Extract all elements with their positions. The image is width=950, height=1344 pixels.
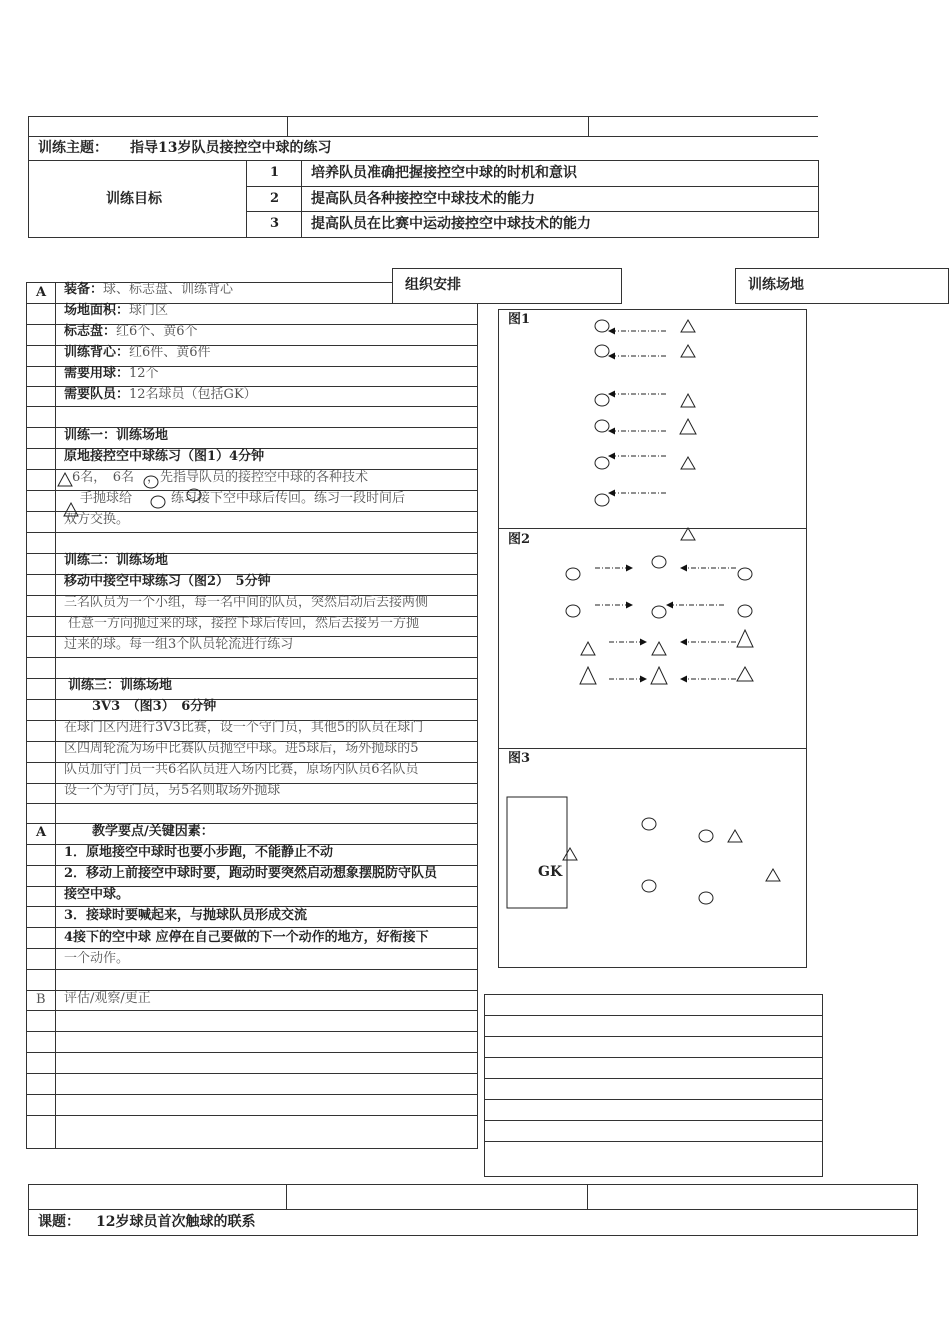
triangle-marker xyxy=(652,642,666,655)
drill2-title: 训练二：训练场地 xyxy=(64,553,169,568)
figure-2-diagram xyxy=(566,556,753,684)
bibs-label: 训练背心： xyxy=(64,345,130,360)
players-value: 12名球员（包括GK） xyxy=(129,387,257,402)
topic-value: 指导13岁队员接控空中球的练习 xyxy=(130,140,332,156)
cones-label: 标志盘： xyxy=(64,324,117,339)
area-row xyxy=(64,301,168,321)
triangle-marker xyxy=(680,419,696,434)
table-row-divider xyxy=(484,1057,823,1058)
divider xyxy=(246,186,818,187)
balls-value: 12个 xyxy=(129,366,159,381)
evaluation-title: 评估/观察/更正 xyxy=(64,991,151,1006)
triangle-marker xyxy=(58,473,72,486)
organization-header xyxy=(392,268,622,304)
table-row-divider xyxy=(26,969,478,970)
circle-marker xyxy=(699,892,713,904)
figure-3-label: 图3 xyxy=(508,751,531,766)
section-marker-a: A xyxy=(36,285,47,300)
divider xyxy=(28,136,818,137)
equipment-row xyxy=(64,280,233,300)
circle-marker xyxy=(652,606,666,618)
divider xyxy=(28,160,818,161)
circle-marker xyxy=(642,880,656,892)
players-row xyxy=(64,385,257,405)
bibs-value: 红6件、黄6件 xyxy=(129,345,211,360)
table-row-divider xyxy=(26,532,478,533)
drill3-text: 区四周轮流为场中比赛队员抛空中球。进5球后，场外抛球的5 xyxy=(64,741,419,756)
key-point: 1．原地接空中球时也要小步跑，不能静止不动 xyxy=(64,845,334,860)
triangle-marker xyxy=(737,667,753,681)
training-ground-header xyxy=(735,268,949,304)
table-row-divider xyxy=(26,1115,478,1116)
divider xyxy=(287,116,288,136)
key-point: 2．移动上前接空中球时要，跑动时要突然启动想象摆脱防守队员 xyxy=(64,866,438,881)
circle-marker xyxy=(187,489,201,501)
drill-diagrams xyxy=(498,309,807,968)
goal-text: 提高队员各种接控空中球技术的能力 xyxy=(311,191,535,207)
goal-text: 培养队员准确把握接控空中球的时机和意识 xyxy=(311,165,577,181)
circle-marker xyxy=(566,605,580,617)
triangle-marker xyxy=(737,630,753,647)
triangle-marker xyxy=(651,667,667,684)
equipment-label: 装备： xyxy=(64,282,104,297)
balls-label: 需要用球： xyxy=(64,366,130,381)
drill2-name: 移动中接空中球练习（图2） 5分钟 xyxy=(64,574,271,589)
circle-marker xyxy=(738,605,752,617)
key-points-title: 教学要点/关键因素： xyxy=(92,824,214,839)
table-row-divider xyxy=(26,1094,478,1095)
divider xyxy=(26,282,27,1148)
triangle-marker xyxy=(563,848,577,860)
divider xyxy=(28,237,818,238)
drill3-text: 队员加守门员一共6名队员进入场内比赛，原场内队员6名队员 xyxy=(64,762,419,777)
divider xyxy=(587,1184,588,1209)
triangle-marker xyxy=(64,503,78,516)
divider xyxy=(301,160,302,238)
table-row-divider xyxy=(484,1078,823,1079)
drill3-text: 在球门区内进行3V3比赛，设一个守门员，其他5的队员在球门 xyxy=(64,720,424,735)
key-point: 一个动作。 xyxy=(64,951,130,966)
cones-row xyxy=(64,322,198,342)
equipment-value: 球、标志盘、训练背心 xyxy=(103,282,234,297)
drill2-text: 任意一方向抛过来的球，接控下球后传回，然后去接另一方抛 xyxy=(68,616,420,631)
divider xyxy=(28,116,818,117)
bibs-row xyxy=(64,343,211,363)
triangle-marker xyxy=(681,528,695,540)
goal-number: 1 xyxy=(270,165,280,180)
drill1-title: 训练一：训练场地 xyxy=(64,428,169,443)
circle-marker xyxy=(642,818,656,830)
drill1-name: 原地接控空中球练习（图1）4分钟 xyxy=(64,449,265,464)
drill1-text: 6名， 6名 ，先指导队员的接控空中球的各种技术 xyxy=(72,470,369,485)
section-marker-b: B xyxy=(36,992,46,1007)
figure-3-diagram xyxy=(507,797,780,908)
table-row-divider xyxy=(484,1036,823,1037)
divider xyxy=(477,304,478,1148)
table-row-divider xyxy=(26,1031,478,1032)
divider xyxy=(246,160,247,238)
triangle-marker xyxy=(580,667,596,684)
circle-marker xyxy=(595,345,609,357)
triangle-marker xyxy=(581,642,595,655)
circle-marker xyxy=(566,568,580,580)
figure-2-label: 图2 xyxy=(508,532,531,547)
course-value: 12岁球员首次触球的联系 xyxy=(96,1214,256,1230)
circle-marker xyxy=(595,494,609,506)
key-point: 3．接球时要喊起来，与抛球队员形成交流 xyxy=(64,908,308,923)
figure-1-label: 图1 xyxy=(508,312,531,327)
area-label: 场地面积： xyxy=(64,303,130,318)
goalkeeper-label: GK xyxy=(538,864,563,880)
triangle-marker xyxy=(681,394,695,407)
training-ground-title: 训练场地 xyxy=(748,277,804,293)
players-label: 需要队员： xyxy=(64,387,130,402)
section-marker-a: A xyxy=(36,825,47,840)
triangle-marker xyxy=(681,320,695,332)
circle-marker xyxy=(151,496,165,508)
table-row-divider xyxy=(484,1141,823,1142)
divider xyxy=(26,1148,478,1149)
goal-number: 2 xyxy=(270,191,280,206)
drill3-name: 3V3 （图3） 6分钟 xyxy=(92,699,217,714)
table-row-divider xyxy=(26,1010,478,1011)
divider xyxy=(28,116,29,238)
triangle-marker xyxy=(681,457,695,469)
table-row-divider xyxy=(26,657,478,658)
topic-label: 训练主题： xyxy=(38,140,108,156)
divider xyxy=(588,116,589,136)
circle-marker xyxy=(699,830,713,842)
goal-text: 提高队员在比赛中运动接控空中球技术的能力 xyxy=(311,216,591,232)
table-row-divider xyxy=(26,1052,478,1053)
drill2-text: 过来的球。每一组3个队员轮流进行练习 xyxy=(64,637,294,652)
cones-value: 红6个、黄6个 xyxy=(116,324,198,339)
table-row-divider xyxy=(26,803,478,804)
area-value: 球门区 xyxy=(129,303,169,318)
divider xyxy=(55,282,56,1148)
circle-marker xyxy=(595,320,609,332)
evaluation-table xyxy=(484,994,823,1177)
goal-area xyxy=(507,797,567,908)
triangle-marker xyxy=(766,869,780,881)
drill3-title: 训练三：训练场地 xyxy=(68,678,173,693)
goals-label: 训练目标 xyxy=(106,191,162,207)
divider xyxy=(286,1184,287,1209)
table-row-divider xyxy=(484,1099,823,1100)
circle-marker xyxy=(595,394,609,406)
circle-marker xyxy=(144,476,158,488)
table-row-divider xyxy=(484,1015,823,1016)
drill3-text: 设一个为守门员，另5名则取场外抛球 xyxy=(64,783,281,798)
table-row-divider xyxy=(484,1120,823,1121)
table-row-divider xyxy=(26,406,478,407)
circle-marker xyxy=(652,556,666,568)
circle-marker xyxy=(738,568,752,580)
inline-markers xyxy=(56,470,216,520)
key-point: 4接下的空中球 应停在自己要做的下一个动作的地方，好衔接下 xyxy=(64,930,429,945)
key-point: 接空中球。 xyxy=(64,887,130,902)
triangle-marker xyxy=(681,345,695,357)
course-label: 课题： xyxy=(38,1214,80,1230)
divider xyxy=(818,160,819,238)
balls-row xyxy=(64,364,159,384)
organization-title: 组织安排 xyxy=(405,277,461,293)
circle-marker xyxy=(595,457,609,469)
divider xyxy=(28,1209,918,1210)
goal-number: 3 xyxy=(270,216,280,231)
drill1-text: 双方交换。 xyxy=(64,512,130,527)
divider xyxy=(246,211,818,212)
figure-1-diagram xyxy=(595,320,696,540)
triangle-marker xyxy=(728,830,742,842)
drill2-text: 三名队员为一个小组，每一名中间的队员，突然启动后去接两侧 xyxy=(64,595,429,610)
drill1-text: 手抛球给 练习接下空中球后传回。练习一段时间后 xyxy=(80,491,406,506)
table-row-divider xyxy=(26,1073,478,1074)
circle-marker xyxy=(595,420,609,432)
